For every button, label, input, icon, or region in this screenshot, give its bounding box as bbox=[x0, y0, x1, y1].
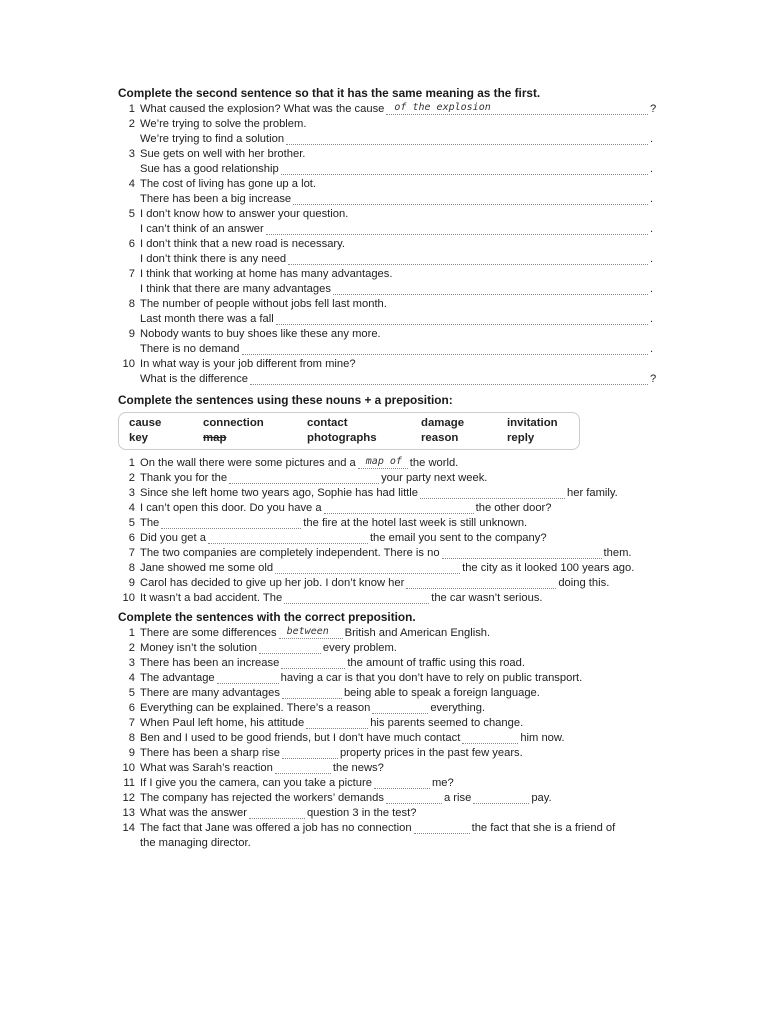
item-text-after: the email you sent to the company? bbox=[369, 532, 547, 544]
noun-reason: reason bbox=[421, 432, 459, 444]
item-number: 9 bbox=[128, 328, 135, 340]
exercise-item bbox=[118, 546, 658, 561]
answer-blank[interactable] bbox=[286, 132, 648, 145]
exercise-item bbox=[118, 357, 658, 372]
answer-blank[interactable] bbox=[276, 312, 648, 325]
exercise-item bbox=[118, 267, 658, 282]
answer-blank[interactable] bbox=[473, 791, 529, 804]
item-sentence: I don’t think that a new road is necessary. bbox=[140, 238, 346, 250]
noun-cause: cause bbox=[129, 417, 162, 429]
item-text-before: Everything can be explained. There’s a reason bbox=[140, 702, 371, 714]
item-rewrite-text: There has been a big increase bbox=[140, 193, 292, 205]
item-end-mark: ? bbox=[650, 103, 657, 115]
item-text-after: him now. bbox=[520, 732, 565, 744]
answer-blank[interactable] bbox=[275, 561, 460, 574]
item-rewrite-text: Last month there was a fall bbox=[140, 313, 274, 325]
item-text-before: Thank you for the bbox=[140, 472, 228, 484]
item-end-mark: . bbox=[650, 133, 654, 145]
item-number: 4 bbox=[128, 672, 135, 684]
item-text-before: Carol has decided to give up her job. I don’t know her bbox=[140, 577, 405, 589]
answer-blank[interactable] bbox=[462, 731, 518, 744]
answer-blank[interactable] bbox=[249, 806, 305, 819]
exercise-item bbox=[118, 456, 658, 471]
exercise-item bbox=[118, 761, 658, 776]
exercise-item bbox=[118, 177, 658, 192]
answer-blank[interactable] bbox=[208, 531, 368, 544]
exercise-item bbox=[118, 746, 658, 761]
item-number: 6 bbox=[128, 532, 135, 544]
handwritten-answer: between bbox=[286, 626, 329, 637]
exercise-item bbox=[118, 486, 658, 501]
item-text-before: The bbox=[140, 517, 160, 529]
exercise-item-continuation bbox=[118, 836, 658, 851]
answer-blank[interactable] bbox=[324, 501, 474, 514]
item-number: 10 bbox=[122, 592, 135, 604]
item-text-before: The two companies are completely independent. There is no bbox=[140, 547, 440, 559]
item-sentence: The number of people without jobs fell last month. bbox=[140, 298, 387, 310]
answer-blank[interactable] bbox=[288, 252, 648, 265]
section-3 bbox=[118, 610, 658, 851]
item-number: 10 bbox=[122, 358, 135, 370]
section-2 bbox=[118, 393, 658, 606]
item-rewrite-text: I can’t think of an answer bbox=[140, 223, 264, 235]
answer-blank[interactable] bbox=[293, 192, 648, 205]
worksheet bbox=[118, 86, 658, 851]
exercise-item bbox=[118, 591, 658, 606]
section-2-items bbox=[118, 456, 658, 606]
answer-blank[interactable] bbox=[217, 671, 279, 684]
answer-blank[interactable] bbox=[284, 591, 429, 604]
noun-invitation: invitation bbox=[507, 417, 558, 429]
item-text-before: If I give you the camera, can you take a picture bbox=[140, 777, 372, 789]
answer-blank[interactable] bbox=[229, 471, 379, 484]
answer-blank[interactable] bbox=[250, 372, 648, 385]
answer-blank[interactable] bbox=[282, 746, 338, 759]
item-text-before: Jane showed me some old bbox=[140, 562, 274, 574]
item-text-before: There has been a sharp rise bbox=[140, 747, 280, 759]
item-number: 7 bbox=[128, 717, 135, 729]
item-text-after: me? bbox=[431, 777, 454, 789]
exercise-item-rewrite bbox=[118, 342, 658, 357]
item-number: 2 bbox=[128, 642, 135, 654]
answer-blank[interactable] bbox=[161, 516, 301, 529]
item-sentence: I think that working at home has many advantages. bbox=[140, 268, 393, 280]
answer-blank[interactable] bbox=[372, 701, 428, 714]
item-number: 7 bbox=[128, 268, 135, 280]
answer-blank[interactable] bbox=[386, 102, 648, 115]
item-rewrite-text: I think that there are many advantages bbox=[140, 283, 331, 295]
item-number: 8 bbox=[128, 562, 135, 574]
item-continuation-text: the managing director. bbox=[140, 837, 251, 849]
item-end-mark: . bbox=[650, 343, 654, 355]
item-text-before: There are some differences bbox=[140, 627, 277, 639]
exercise-item bbox=[118, 147, 658, 162]
exercise-item bbox=[118, 806, 658, 821]
item-number: 6 bbox=[128, 238, 135, 250]
item-number: 3 bbox=[128, 487, 135, 499]
exercise-item bbox=[118, 237, 658, 252]
item-number: 4 bbox=[128, 178, 135, 190]
item-end-mark: . bbox=[650, 313, 654, 325]
item-rewrite-text: There is no demand bbox=[140, 343, 240, 355]
exercise-item bbox=[118, 791, 658, 806]
exercise-item-rewrite bbox=[118, 252, 658, 267]
item-text-after: her family. bbox=[567, 487, 618, 499]
item-sentence: What caused the explosion? What was the cause bbox=[140, 103, 385, 115]
item-text-after: every problem. bbox=[322, 642, 397, 654]
item-number: 12 bbox=[122, 792, 135, 804]
item-sentence: Sue gets on well with her brother. bbox=[140, 148, 306, 160]
item-text-after: everything. bbox=[430, 702, 486, 714]
item-rewrite-text: We’re trying to find a solution bbox=[140, 133, 285, 145]
exercise-item bbox=[118, 671, 658, 686]
noun-map: map bbox=[203, 432, 227, 444]
exercise-item bbox=[118, 701, 658, 716]
answer-blank[interactable] bbox=[242, 342, 648, 355]
item-number: 5 bbox=[128, 517, 135, 529]
answer-blank[interactable] bbox=[281, 656, 345, 669]
exercise-item bbox=[118, 576, 658, 591]
item-number: 1 bbox=[128, 627, 135, 639]
exercise-item bbox=[118, 776, 658, 791]
item-rewrite-text: Sue has a good relationship bbox=[140, 163, 279, 175]
item-number: 8 bbox=[128, 732, 135, 744]
item-number: 7 bbox=[128, 547, 135, 559]
item-text-middle: a rise bbox=[443, 792, 472, 804]
item-text-after: having a car is that you don’t have to rely on public transport. bbox=[280, 672, 583, 684]
item-text-before: When Paul left home, his attitude bbox=[140, 717, 305, 729]
item-text-after: the news? bbox=[332, 762, 384, 774]
answer-blank[interactable] bbox=[306, 716, 368, 729]
item-end-mark: . bbox=[650, 193, 654, 205]
exercise-item-rewrite bbox=[118, 162, 658, 177]
item-number: 6 bbox=[128, 702, 135, 714]
exercise-item-rewrite bbox=[118, 282, 658, 297]
answer-blank[interactable] bbox=[266, 222, 648, 235]
item-rewrite-text: What is the difference bbox=[140, 373, 248, 385]
exercise-item bbox=[118, 297, 658, 312]
section-3-instruction: Complete the sentences with the correct preposition. bbox=[118, 610, 416, 624]
noun-contact: contact bbox=[307, 417, 348, 429]
answer-blank[interactable] bbox=[442, 546, 602, 559]
exercise-item bbox=[118, 731, 658, 746]
noun-photographs: photographs bbox=[307, 432, 377, 444]
answer-blank[interactable] bbox=[279, 626, 343, 639]
exercise-item bbox=[118, 821, 658, 836]
item-text-before: Since she left home two years ago, Sophie has had little bbox=[140, 487, 418, 499]
exercise-item-rewrite bbox=[118, 312, 658, 327]
exercise-item bbox=[118, 327, 658, 342]
answer-blank[interactable] bbox=[420, 486, 565, 499]
exercise-item bbox=[118, 561, 658, 576]
item-sentence: We’re trying to solve the problem. bbox=[140, 118, 307, 130]
item-number: 14 bbox=[122, 822, 135, 834]
answer-blank[interactable] bbox=[386, 791, 442, 804]
exercise-item-rewrite bbox=[118, 222, 658, 237]
item-number: 1 bbox=[128, 103, 135, 115]
exercise-item bbox=[118, 471, 658, 486]
item-text-after: your party next week. bbox=[381, 472, 488, 484]
item-number: 5 bbox=[128, 208, 135, 220]
item-end-mark: . bbox=[650, 223, 654, 235]
item-text-before: Ben and I used to be good friends, but I don’t have much contact bbox=[140, 732, 461, 744]
exercise-item bbox=[118, 531, 658, 546]
item-sentence: Nobody wants to buy shoes like these any more. bbox=[140, 328, 381, 340]
answer-blank[interactable] bbox=[414, 821, 470, 834]
item-text-before: Did you get a bbox=[140, 532, 206, 544]
item-text-before: I can’t open this door. Do you have a bbox=[140, 502, 322, 514]
item-text-after: his parents seemed to change. bbox=[370, 717, 524, 729]
section-2-instruction: Complete the sentences using these nouns + a preposition: bbox=[118, 393, 453, 407]
item-text-after: the fact that she is a friend of bbox=[471, 822, 616, 834]
exercise-item bbox=[118, 102, 658, 117]
answer-blank[interactable] bbox=[374, 776, 430, 789]
exercise-item bbox=[118, 207, 658, 222]
item-text-after: the world. bbox=[409, 457, 459, 469]
item-rewrite-text: I don’t think there is any need bbox=[140, 253, 287, 265]
answer-blank[interactable] bbox=[282, 686, 342, 699]
answer-blank[interactable] bbox=[281, 162, 648, 175]
answer-blank[interactable] bbox=[275, 761, 331, 774]
item-number: 3 bbox=[128, 148, 135, 160]
item-number: 9 bbox=[128, 747, 135, 759]
item-text-after: the fire at the hotel last week is still unknown. bbox=[303, 517, 528, 529]
item-text-before: There are many advantages bbox=[140, 687, 280, 699]
item-text-after: the car wasn’t serious. bbox=[431, 592, 543, 604]
item-text-before: The company has rejected the workers’ demands bbox=[140, 792, 384, 804]
item-text-before: The advantage bbox=[140, 672, 215, 684]
section-1-items bbox=[118, 102, 658, 387]
handwritten-answer: map of bbox=[365, 456, 402, 467]
exercise-item bbox=[118, 117, 658, 132]
item-end-mark: . bbox=[650, 253, 654, 265]
answer-blank[interactable] bbox=[259, 641, 321, 654]
exercise-item bbox=[118, 626, 658, 641]
item-number: 13 bbox=[122, 807, 135, 819]
item-text-after: question 3 in the test? bbox=[306, 807, 417, 819]
item-number: 4 bbox=[128, 502, 135, 514]
item-number: 11 bbox=[123, 777, 135, 789]
item-text-before: There has been an increase bbox=[140, 657, 280, 669]
exercise-item bbox=[118, 656, 658, 671]
item-text-after: being able to speak a foreign language. bbox=[343, 687, 540, 699]
item-sentence: In what way is your job different from mine? bbox=[140, 358, 356, 370]
item-end-mark: . bbox=[650, 283, 654, 295]
item-text-after: the other door? bbox=[475, 502, 552, 514]
exercise-item bbox=[118, 641, 658, 656]
exercise-item bbox=[118, 716, 658, 731]
exercise-item bbox=[118, 501, 658, 516]
item-text-after: pay. bbox=[531, 792, 552, 804]
exercise-item-rewrite bbox=[118, 372, 658, 387]
section-1 bbox=[118, 86, 658, 387]
item-text-before: It wasn’t a bad accident. The bbox=[140, 592, 283, 604]
item-number: 3 bbox=[128, 657, 135, 669]
item-text-before: On the wall there were some pictures and a bbox=[140, 457, 356, 469]
noun-connection: connection bbox=[203, 417, 264, 429]
handwritten-answer: of the explosion bbox=[394, 102, 491, 113]
answer-blank[interactable] bbox=[333, 282, 648, 295]
item-sentence: The cost of living has gone up a lot. bbox=[140, 178, 317, 190]
noun-box bbox=[118, 412, 580, 450]
item-end-mark: . bbox=[650, 163, 654, 175]
item-number: 2 bbox=[128, 118, 135, 130]
noun-damage: damage bbox=[421, 417, 465, 429]
item-text-after: the city as it looked 100 years ago. bbox=[462, 562, 635, 574]
item-text-after: doing this. bbox=[558, 577, 610, 589]
exercise-item-rewrite bbox=[118, 192, 658, 207]
section-1-instruction: Complete the second sentence so that it has the same meaning as the first. bbox=[118, 86, 541, 100]
item-text-before: The fact that Jane was offered a job has no connection bbox=[140, 822, 412, 834]
noun-key: key bbox=[129, 432, 149, 444]
item-number: 5 bbox=[128, 687, 135, 699]
item-text-before: What was the answer bbox=[140, 807, 247, 819]
item-number: 9 bbox=[128, 577, 135, 589]
section-3-items bbox=[118, 626, 658, 851]
item-number: 10 bbox=[122, 762, 135, 774]
item-text-after: property prices in the past few years. bbox=[339, 747, 523, 759]
item-number: 2 bbox=[128, 472, 135, 484]
item-text-before: What was Sarah’s reaction bbox=[140, 762, 273, 774]
item-number: 1 bbox=[128, 457, 135, 469]
item-text-after: them. bbox=[603, 547, 632, 559]
item-number: 8 bbox=[128, 298, 135, 310]
item-text-after: British and American English. bbox=[344, 627, 491, 639]
item-text-before: Money isn’t the solution bbox=[140, 642, 257, 654]
item-text-after: the amount of traffic using this road. bbox=[347, 657, 525, 669]
exercise-item bbox=[118, 516, 658, 531]
item-end-mark: ? bbox=[650, 373, 657, 385]
exercise-item bbox=[118, 686, 658, 701]
noun-reply: reply bbox=[507, 432, 535, 444]
item-sentence: I don’t know how to answer your question. bbox=[140, 208, 349, 220]
answer-blank[interactable] bbox=[406, 576, 556, 589]
answer-blank[interactable] bbox=[358, 456, 408, 469]
exercise-item-rewrite bbox=[118, 132, 658, 147]
